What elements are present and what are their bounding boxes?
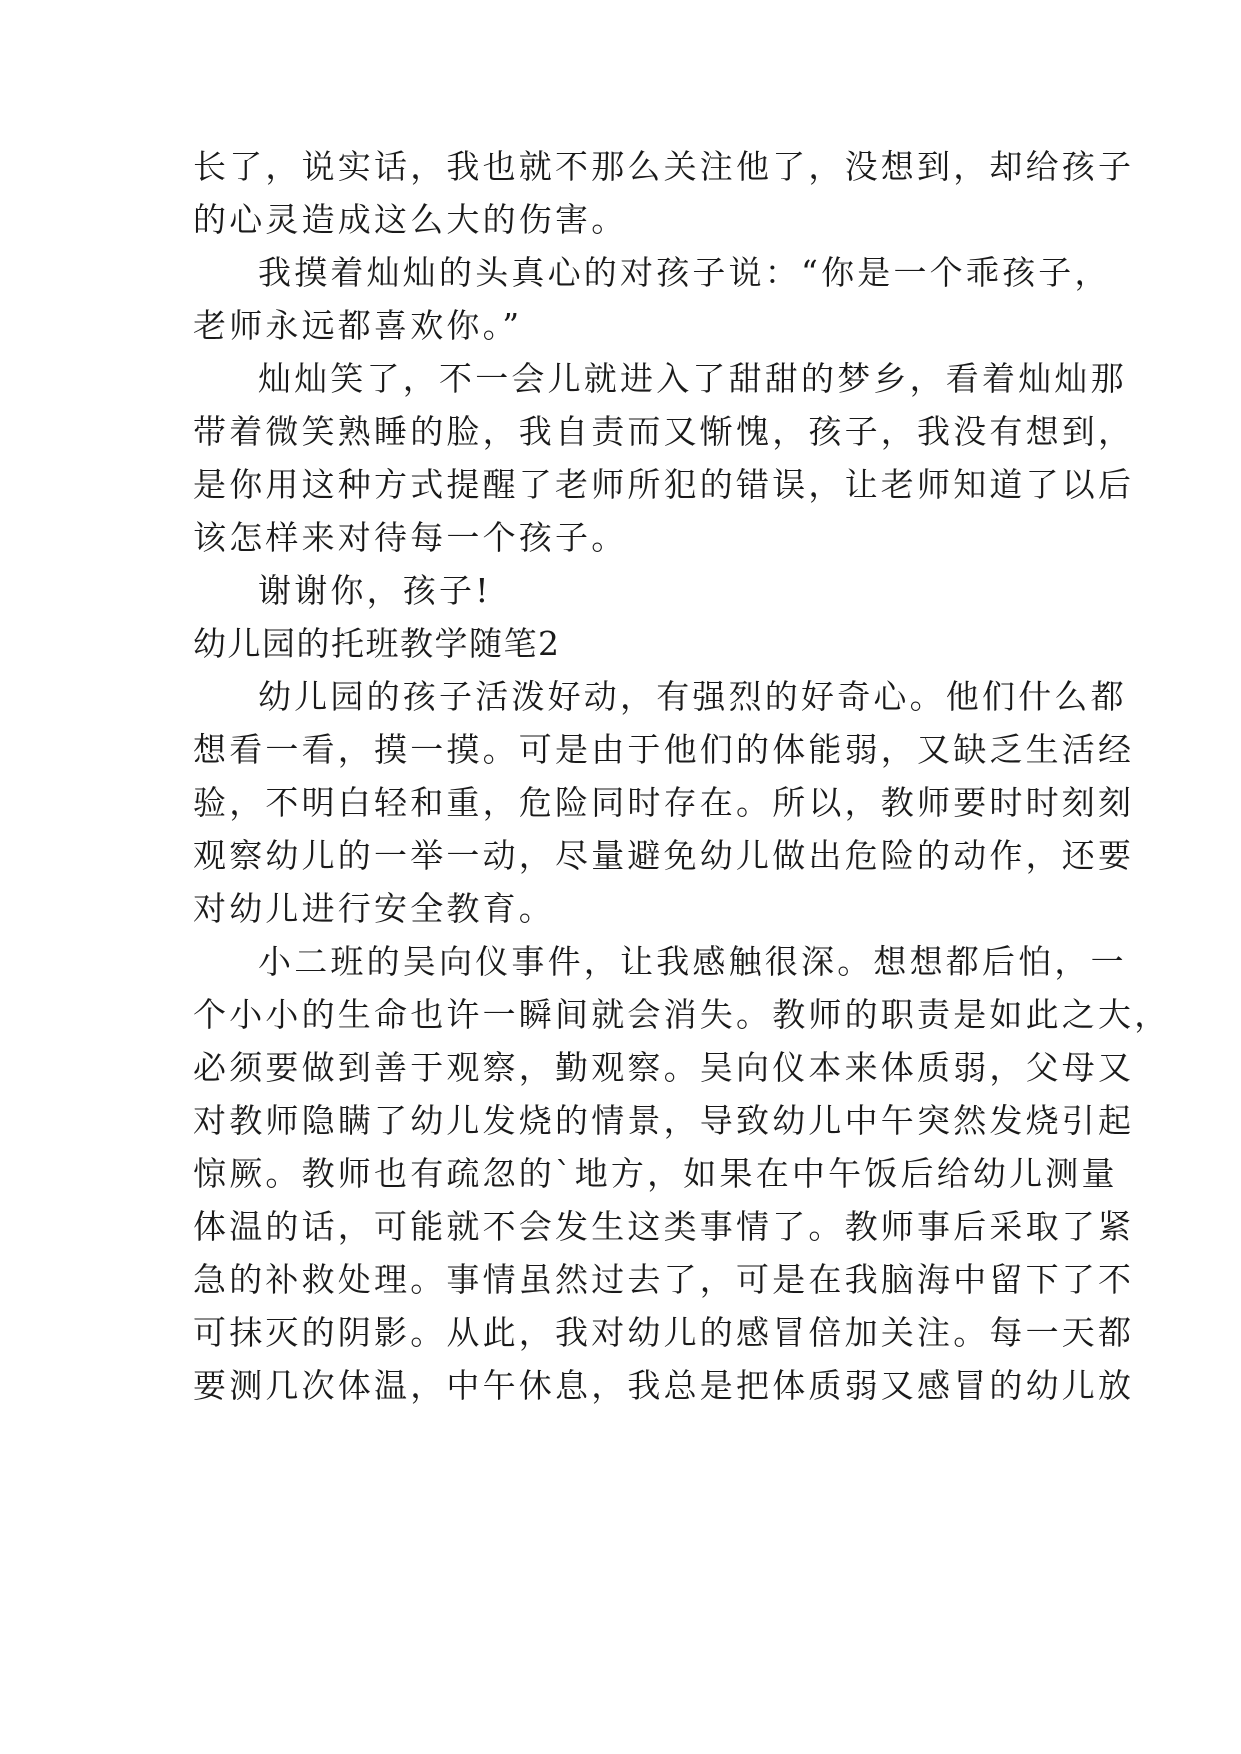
text-line: 个小小的生命也许一瞬间就会消失。教师的职责是如此之大， bbox=[193, 995, 1171, 1034]
text-line: 观察幼儿的一举一动，尽量避免幼儿做出危险的动作，还要 bbox=[193, 836, 1135, 875]
text-line: 要测几次体温，中午休息，我总是把体质弱又感冒的幼儿放 bbox=[193, 1366, 1135, 1405]
text-line: 可抹灭的阴影。从此，我对幼儿的感冒倍加关注。每一天都 bbox=[193, 1313, 1135, 1352]
text-line: 验，不明白轻和重，危险同时存在。所以，教师要时时刻刻 bbox=[193, 783, 1135, 822]
text-line: 该怎样来对待每一个孩子。 bbox=[193, 518, 628, 557]
text-line: 对教师隐瞒了幼儿发烧的情景，导致幼儿中午突然发烧引起 bbox=[193, 1101, 1135, 1140]
text-line: 想看一看，摸一摸。可是由于他们的体能弱，又缺乏生活经 bbox=[193, 730, 1135, 769]
text-line: 对幼儿进行安全教育。 bbox=[193, 889, 555, 928]
text-line: 谢谢你，孩子! bbox=[258, 571, 492, 610]
text-line: 是你用这种方式提醒了老师所犯的错误，让老师知道了以后 bbox=[193, 465, 1135, 504]
text-line: 的心灵造成这么大的伤害。 bbox=[193, 200, 628, 239]
text-line: 我摸着灿灿的头真心的对孩子说：“你是一个乖孩子， bbox=[258, 253, 1111, 292]
text-line: 老师永远都喜欢你。” bbox=[193, 306, 523, 345]
text-line: 灿灿笑了，不一会儿就进入了甜甜的梦乡，看着灿灿那 bbox=[258, 359, 1127, 398]
text-line: 惊厥。教师也有疏忽的`地方，如果在中午饭后给幼儿测量 bbox=[193, 1154, 1118, 1193]
section-heading: 幼儿园的托班教学随笔2 bbox=[193, 624, 561, 663]
text-line: 体温的话，可能就不会发生这类事情了。教师事后采取了紧 bbox=[193, 1207, 1135, 1246]
text-line: 带着微笑熟睡的脸，我自责而又惭愧，孩子，我没有想到， bbox=[193, 412, 1135, 451]
text-line: 急的补救处理。事情虽然过去了，可是在我脑海中留下了不 bbox=[193, 1260, 1135, 1299]
text-line: 幼儿园的孩子活泼好动，有强烈的好奇心。他们什么都 bbox=[258, 677, 1127, 716]
text-line: 必须要做到善于观察，勤观察。吴向仪本来体质弱，父母又 bbox=[193, 1048, 1135, 1087]
text-line: 长了，说实话，我也就不那么关注他了，没想到，却给孩子 bbox=[193, 147, 1135, 186]
text-line: 小二班的吴向仪事件，让我感触很深。想想都后怕，一 bbox=[258, 942, 1127, 981]
